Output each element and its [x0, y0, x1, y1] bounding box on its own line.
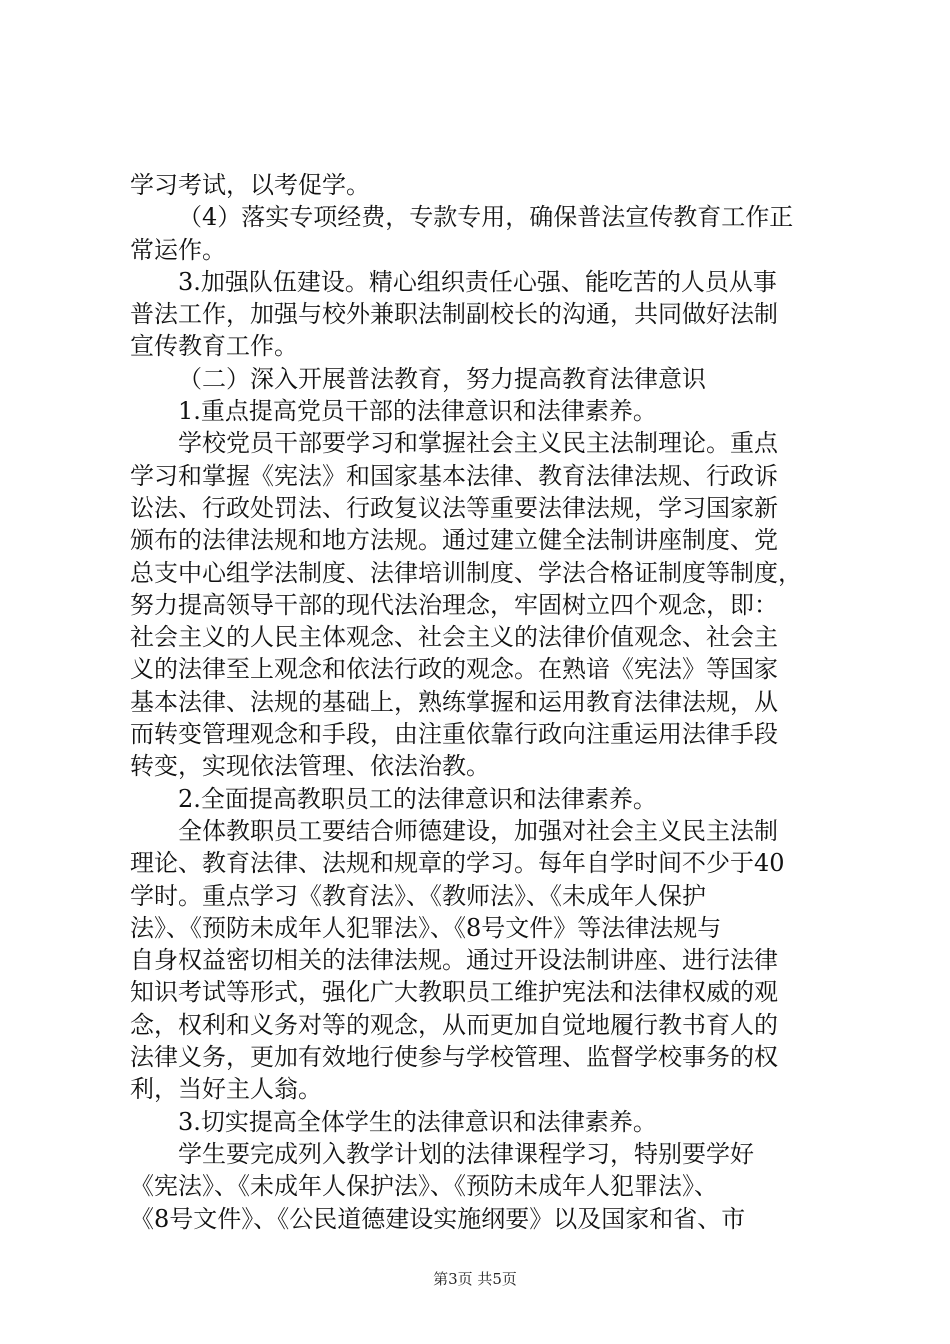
text-line: 学习和掌握《宪法》和国家基本法律、教育法律法规、行政诉 — [130, 461, 778, 490]
text-line: 总支中心组学法制度、法律培训制度、学法合格证制度等制度， — [130, 558, 802, 587]
text-line: 学习考试，以考促学。 — [130, 171, 370, 199]
text-line: 学时。重点学习《教育法》、《教师法》、《未成年人保护 — [130, 881, 706, 910]
text-line: 宣传教育工作。 — [130, 332, 298, 361]
document-body — [130, 169, 835, 1235]
text-line: （4）落实专项经费，专款专用，确保普法宣传教育工作正 — [178, 203, 794, 232]
text-line: 基本法律、法规的基础上，熟练掌握和运用教育法律法规，从 — [130, 687, 778, 716]
text-line: 《宪法》、《未成年人保护法》、《预防未成年人犯罪法》、 — [130, 1172, 718, 1201]
text-line: 理论、教育法律、法规和规章的学习。每年自学时间不少于40 — [130, 849, 785, 878]
subsection-heading: 3.切实提高全体学生的法律意识和法律素养。 — [178, 1107, 657, 1136]
text-line: 学生要完成列入教学计划的法律课程学习，特别要学好 — [178, 1139, 754, 1168]
text-line: 义的法律至上观念和依法行政的观念。在熟谙《宪法》等国家 — [130, 655, 778, 684]
text-line: 而转变管理观念和手段，由注重依靠行政向注重运用法律手段 — [130, 720, 778, 749]
text-line: 全体教职员工要结合师德建设，加强对社会主义民主法制 — [178, 816, 778, 845]
text-line: 知识考试等形式，强化广大教职员工维护宪法和法律权威的观 — [130, 978, 778, 1007]
text-line: 努力提高领导干部的现代法治理念，牢固树立四个观念，即： — [130, 590, 778, 619]
text-line: 自身权益密切相关的法律法规。通过开设法制讲座、进行法律 — [130, 946, 778, 975]
page-number-footer: 第3页 共5页 — [433, 1270, 517, 1288]
text-line: 讼法、行政处罚法、行政复议法等重要法律法规，学习国家新 — [130, 493, 778, 522]
text-line: 念，权利和义务对等的观念，从而更加自觉地履行教书育人的 — [130, 1010, 778, 1039]
text-line: 颁布的法律法规和地方法规。通过建立健全法制讲座制度、党 — [130, 526, 778, 555]
text-line: 利，当好主人翁。 — [130, 1075, 322, 1104]
subsection-heading: 1.重点提高党员干部的法律意识和法律素养。 — [178, 397, 657, 426]
text-line: 法》、《预防未成年人犯罪法》、《8号文件》等法律法规与 — [130, 913, 722, 942]
text-line: 转变，实现依法管理、依法治教。 — [130, 752, 490, 781]
text-line: 《8号文件》、《公民道德建设实施纲要》以及国家和省、市 — [130, 1204, 746, 1233]
text-line: 常运作。 — [130, 235, 226, 264]
text-line: 普法工作，加强与校外兼职法制副校长的沟通，共同做好法制 — [130, 300, 778, 329]
text-line: 3.加强队伍建设。精心组织责任心强、能吃苦的人员从事 — [178, 267, 777, 296]
text-line: 法律义务，更加有效地行使参与学校管理、监督学校事务的权 — [130, 1043, 778, 1072]
text-line: 学校党员干部要学习和掌握社会主义民主法制理论。重点 — [178, 429, 778, 458]
section-heading: （二）深入开展普法教育，努力提高教育法律意识 — [178, 364, 706, 393]
text-line: 社会主义的人民主体观念、社会主义的法律价值观念、社会主 — [130, 623, 778, 652]
subsection-heading: 2.全面提高教职员工的法律意识和法律素养。 — [178, 784, 657, 813]
